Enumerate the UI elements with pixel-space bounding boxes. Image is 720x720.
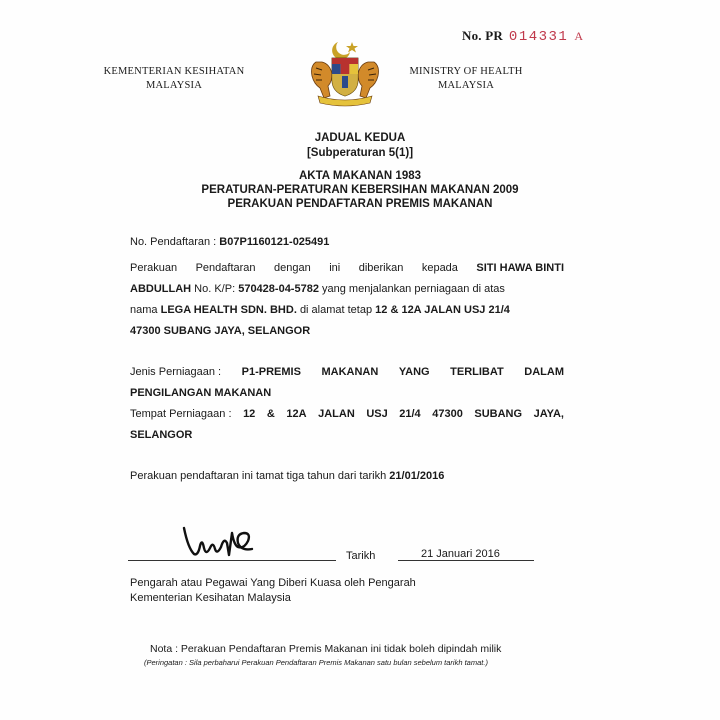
serial-number — [462, 28, 583, 45]
signatory-line-1: Pengarah atau Pegawai Yang Diberi Kuasa oleh Pengarah — [130, 577, 416, 589]
date-value: 21 Januari 2016 — [421, 548, 500, 560]
paragraph-word: diberikan — [358, 262, 404, 274]
holder-name-last: ABDULLAH — [130, 283, 192, 295]
ministry-ms-line1: KEMENTERIAN KESIHATAN — [103, 66, 245, 77]
holder-name-first: SITI HAWA BINTI — [476, 262, 564, 274]
schedule-heading: JADUAL KEDUA — [314, 132, 406, 144]
business-type-word: TERLIBAT — [450, 366, 504, 378]
address-line-2: 47300 SUBANG JAYA, SELANGOR — [130, 325, 311, 337]
date-line — [398, 560, 534, 561]
paragraph-word: Pendaftaran — [195, 262, 256, 274]
business-place-word: 21/4 — [399, 408, 421, 420]
business-place-line — [130, 408, 564, 420]
ic-label: No. K/P: — [194, 283, 236, 295]
address-line-1: 12 & 12A JALAN USJ 21/4 — [375, 304, 510, 316]
regulations-heading: PERATURAN-PERATURAN KEBERSIHAN MAKANAN 2009 — [201, 184, 519, 196]
expiry-text: Perakuan pendaftaran ini tamat tiga tahun dari tarikh — [130, 470, 387, 482]
business-place-label: Tempat Perniagaan : — [130, 408, 232, 420]
paragraph-line-3 — [130, 304, 510, 316]
name-label: nama — [130, 304, 158, 316]
business-place-word: & — [266, 408, 275, 420]
registration-number-line — [130, 236, 329, 248]
renewal-reminder: (Peringatan : Sila perbaharui Perakuan Pendaftaran Premis Makanan satu bulan sebelum tarikh tamat.) — [144, 658, 488, 667]
paragraph-word: kepada — [421, 262, 458, 274]
paragraph-line-2 — [130, 283, 505, 295]
date-label: Tarikh — [346, 550, 376, 562]
business-type-word: MAKANAN — [321, 366, 379, 378]
serial-value: 014331 — [508, 29, 569, 45]
business-place-word: SUBANG — [474, 408, 523, 420]
coat-of-arms-icon — [300, 38, 390, 108]
transfer-note: Nota : Perakuan Pendaftaran Premis Makanan ini tidak boleh dipindah milik — [150, 643, 502, 655]
business-type-label: Jenis Perniagaan : — [130, 366, 222, 378]
ministry-ms-line2: MALAYSIA — [145, 80, 203, 91]
ic-number: 570428-04-5782 — [238, 283, 319, 295]
business-place-word: 12 — [243, 408, 256, 420]
signatory-line-2: Kementerian Kesihatan Malaysia — [130, 592, 291, 604]
business-place-word: JAYA, — [533, 408, 564, 420]
act-heading: AKTA MAKANAN 1983 — [298, 170, 422, 182]
ministry-en-line1: MINISTRY OF HEALTH — [409, 66, 523, 77]
expiry-line — [130, 470, 444, 482]
paragraph-line-1 — [130, 262, 564, 274]
ministry-en-line2: MALAYSIA — [437, 80, 495, 91]
business-place-word: JALAN — [318, 408, 355, 420]
business-type-line-2: PENGILANGAN MAKANAN — [130, 387, 272, 399]
registration-label: No. Pendaftaran : — [130, 236, 217, 248]
ministry-name-english — [396, 65, 536, 93]
certificate-heading: PERAKUAN PENDAFTARAN PREMIS MAKANAN — [227, 198, 493, 210]
subregulation-heading: [Subperaturan 5(1)] — [306, 147, 414, 159]
business-intro-text: yang menjalankan perniagaan di atas — [322, 283, 505, 295]
address-intro: di alamat tetap — [299, 304, 373, 316]
paragraph-word: ini — [329, 262, 341, 274]
company-name: LEGA HEALTH SDN. BHD. — [160, 304, 297, 316]
business-place-word: USJ — [366, 408, 388, 420]
paragraph-word: Perakuan — [130, 262, 178, 274]
expiry-date: 21/01/2016 — [389, 470, 445, 482]
business-place-word: 12A — [286, 408, 307, 420]
paragraph-word: dengan — [274, 262, 311, 274]
serial-suffix: A — [574, 29, 584, 43]
business-place-line-2: SELANGOR — [130, 429, 193, 441]
ministry-name-malay — [86, 65, 262, 93]
business-type-line — [130, 366, 564, 378]
business-type-word: YANG — [398, 366, 430, 378]
registration-number: B07P1160121-025491 — [219, 236, 330, 248]
signature-line — [128, 560, 336, 561]
signature-icon — [178, 520, 278, 560]
serial-label: No. PR — [462, 28, 503, 43]
business-place-word: 47300 — [432, 408, 463, 420]
business-type-word: P1-PREMIS — [241, 366, 301, 378]
business-type-word: DALAM — [524, 366, 564, 378]
